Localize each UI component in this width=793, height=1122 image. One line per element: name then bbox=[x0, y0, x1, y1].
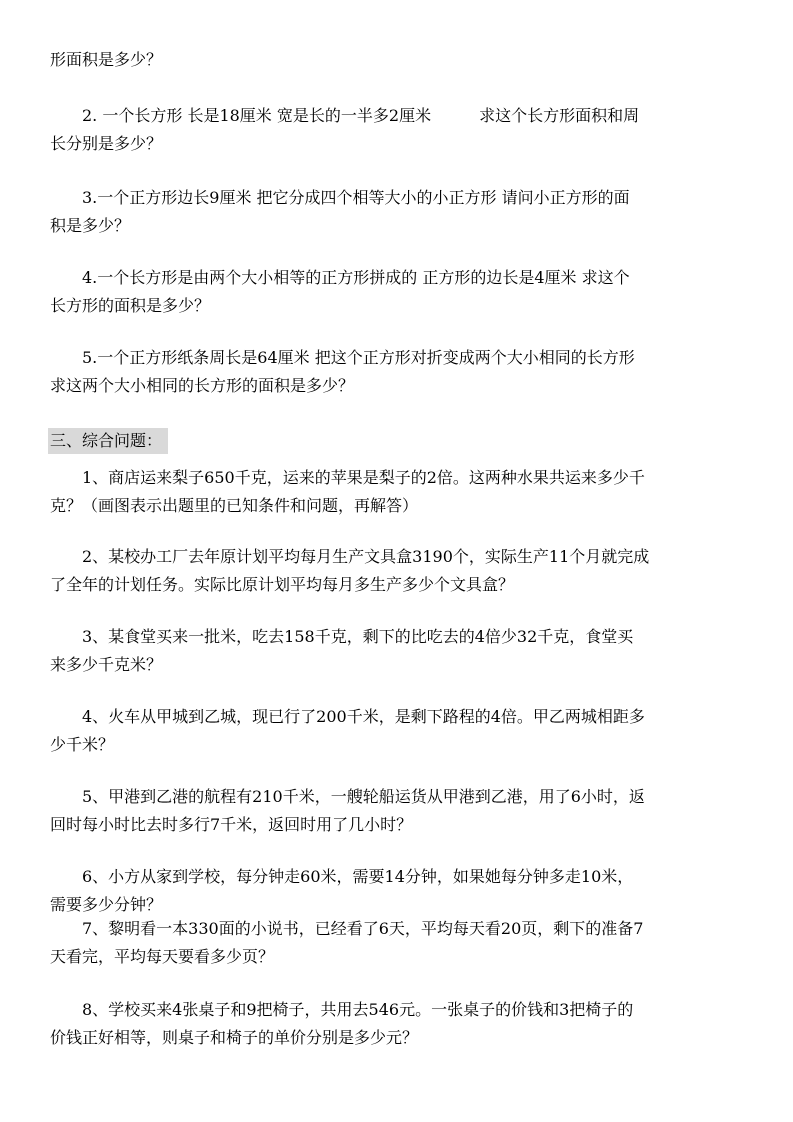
text-line: 8、学校买来4张桌子和9把椅子，共用去546元。一张桌子的价钱和3把椅子的 bbox=[50, 1000, 634, 1019]
question-1 bbox=[50, 464, 758, 520]
text-line: 3、某食堂买来一批米，吃去158千克，剩下的比吃去的4倍少32千克，食堂买 bbox=[50, 627, 634, 646]
problem-3 bbox=[50, 184, 758, 240]
problem-5 bbox=[50, 344, 758, 400]
question-7 bbox=[50, 915, 758, 971]
question-4 bbox=[50, 703, 758, 759]
text-line: 5.一个正方形纸条周长是64厘米 把这个正方形对折变成两个大小相同的长方形 bbox=[50, 348, 635, 367]
text-line: 少千米？ bbox=[50, 735, 115, 754]
text-line: 4.一个长方形是由两个大小相等的正方形拼成的 正方形的边长是4厘米 求这个 bbox=[50, 268, 630, 287]
text-line: 2、某校办工厂去年原计划平均每月生产文具盒3190个，实际生产11个月就完成 bbox=[50, 547, 650, 566]
text-line: 求这两个大小相同的长方形的面积是多少？ bbox=[50, 376, 355, 395]
text-line: 3.一个正方形边长9厘米 把它分成四个相等大小的小正方形 请问小正方形的面 bbox=[50, 188, 630, 207]
text-line: 长分别是多少？ bbox=[50, 134, 163, 153]
text-line: 7、黎明看一本330面的小说书，已经看了6天，平均每天看20页，剩下的准备7 bbox=[50, 919, 644, 938]
text-line: 克？（画图表示出题里的已知条件和问题，再解答） bbox=[50, 496, 419, 515]
question-6 bbox=[50, 863, 758, 919]
text-line: 4、火车从甲城到乙城，现已行了200千米，是剩下路程的4倍。甲乙两城相距多 bbox=[50, 707, 645, 726]
text-line: 5、甲港到乙港的航程有210千米，一艘轮船运货从甲港到乙港，用了6小时，返 bbox=[50, 787, 645, 806]
section-heading: 三、综合问题： bbox=[48, 428, 168, 454]
text-line: 积是多少？ bbox=[50, 216, 131, 235]
paragraph-continuation bbox=[50, 46, 758, 74]
text-line: 长方形的面积是多少？ bbox=[50, 296, 211, 315]
text-line: 价钱正好相等，则桌子和椅子的单价分别是多少元？ bbox=[50, 1028, 419, 1047]
question-3 bbox=[50, 623, 758, 679]
question-2 bbox=[50, 543, 758, 599]
problem-4 bbox=[50, 264, 758, 320]
text-line: 2. 一个长方形 长是18厘米 宽是长的一半多2厘米 求这个长方形面积和周 bbox=[50, 106, 640, 125]
text-line: 1、商店运来梨子650千克，运来的苹果是梨子的2倍。这两种水果共运来多少千 bbox=[50, 468, 645, 487]
text-line: 需要多少分钟？ bbox=[50, 895, 163, 914]
text-line: 形面积是多少？ bbox=[50, 50, 163, 69]
problem-2 bbox=[50, 102, 758, 158]
question-8 bbox=[50, 996, 758, 1052]
text-line: 6、小方从家到学校，每分钟走60米，需要14分钟，如果她每分钟多走10米， bbox=[50, 867, 634, 886]
text-line: 天看完，平均每天要看多少页？ bbox=[50, 947, 275, 966]
text-line: 了全年的计划任务。实际比原计划平均每月多生产多少个文具盒？ bbox=[50, 575, 515, 594]
text-line: 来多少千克米？ bbox=[50, 655, 163, 674]
text-line: 回时每小时比去时多行7千米，返回时用了几小时？ bbox=[50, 815, 413, 834]
question-5 bbox=[50, 783, 758, 839]
